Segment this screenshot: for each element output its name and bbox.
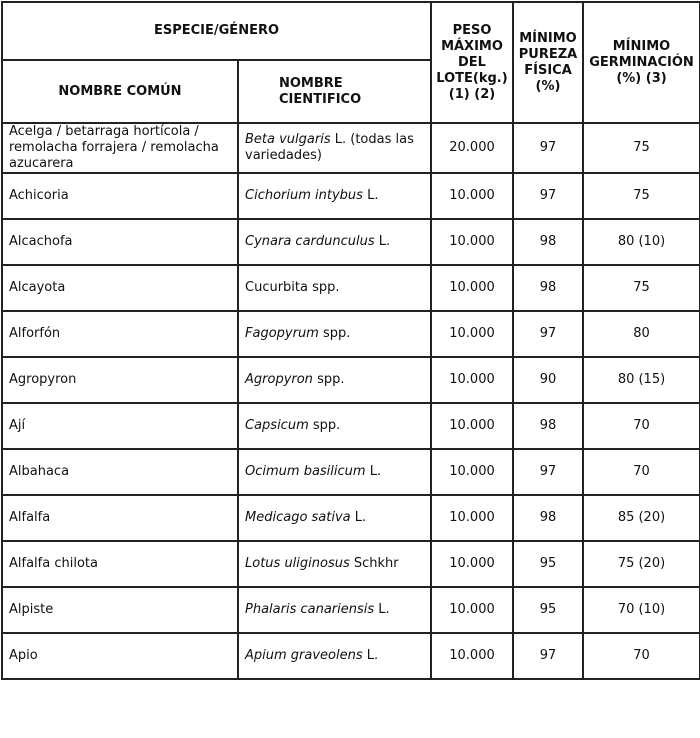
min-purity-cell: 90 [513,357,583,403]
min-purity-cell: 98 [513,265,583,311]
header-scientific-name: NOMBRE CIENTIFICO [238,60,431,123]
table-row [2,403,700,449]
min-purity-cell: 98 [513,495,583,541]
scientific-name-suffix: L. [365,464,382,479]
scientific-name-suffix: L. [350,510,367,525]
max-lot-weight-cell: 10.000 [431,357,513,403]
scientific-name-italic: Fagopyrum [245,326,319,341]
scientific-name-suffix: Cucurbita spp. [245,280,340,295]
common-name-cell: Achicoria [2,173,238,219]
scientific-name-suffix: L. [362,188,379,203]
min-germination-cell: 80 (10) [583,219,700,265]
min-purity-cell: 95 [513,541,583,587]
min-germination-cell: 70 [583,633,700,679]
table-row [2,123,700,173]
scientific-name-italic: Apium graveolens [245,648,363,663]
max-lot-weight-cell: 10.000 [431,495,513,541]
scientific-name-cell [238,265,431,311]
max-lot-weight-cell: 10.000 [431,173,513,219]
scientific-name-italic: Beta vulgaris [245,132,331,147]
scientific-name-cell [238,541,431,587]
scientific-name-cell [238,633,431,679]
header-min-purity: MÍNIMO PUREZA FÍSICA (%) [513,2,583,123]
common-name-cell: Alcachofa [2,219,238,265]
table-row [2,311,700,357]
scientific-name-cell [238,495,431,541]
common-name-cell: Ají [2,403,238,449]
min-germination-cell: 80 (15) [583,357,700,403]
scientific-name-italic: Lotus uliginosus [245,556,350,571]
scientific-name-italic: Cichorium intybus [245,188,363,203]
scientific-name-italic: Phalaris canariensis [245,602,375,617]
table-row [2,219,700,265]
header-species-genus: ESPECIE/GÉNERO [2,2,431,60]
min-germination-cell: 70 (10) [583,587,700,633]
max-lot-weight-cell: 10.000 [431,219,513,265]
max-lot-weight-cell: 10.000 [431,403,513,449]
min-purity-cell: 98 [513,403,583,449]
header-common-name: NOMBRE COMÚN [2,60,238,123]
common-name-cell: Alfalfa [2,495,238,541]
scientific-name-cell [238,173,431,219]
common-name-cell: Alforfón [2,311,238,357]
min-purity-cell: 97 [513,449,583,495]
header-min-germination: MÍNIMO GERMINACIÓN (%) (3) [583,2,700,123]
scientific-name-suffix: L. [374,602,390,617]
scientific-name-suffix: L. [362,648,379,663]
scientific-name-italic: Ocimum basilicum [245,464,366,479]
max-lot-weight-cell: 10.000 [431,311,513,357]
scientific-name-suffix: spp. [318,326,351,341]
scientific-name-suffix: L. [374,234,391,249]
max-lot-weight-cell: 10.000 [431,265,513,311]
min-germination-cell: 80 [583,311,700,357]
scientific-name-cell [238,123,431,173]
scientific-name-italic: Capsicum [245,418,309,433]
common-name-cell: Alcayota [2,265,238,311]
scientific-name-suffix: spp. [308,418,341,433]
table-row [2,449,700,495]
min-germination-cell: 75 [583,265,700,311]
common-name-cell: Albahaca [2,449,238,495]
table-row [2,633,700,679]
scientific-name-italic: Medicago sativa [245,510,351,525]
scientific-name-suffix: spp. [312,372,345,387]
scientific-name-cell [238,311,431,357]
common-name-cell: Alpiste [2,587,238,633]
max-lot-weight-cell: 20.000 [431,123,513,173]
common-name-cell: Agropyron [2,357,238,403]
scientific-name-cell [238,219,431,265]
min-purity-cell: 97 [513,311,583,357]
table-row [2,541,700,587]
header-max-lot-weight: PESO MÁXIMO DEL LOTE(kg.) (1) (2) [431,2,513,123]
min-purity-cell: 97 [513,633,583,679]
scientific-name-cell [238,587,431,633]
min-purity-cell: 97 [513,173,583,219]
scientific-name-suffix: Schkhr [349,556,399,571]
min-germination-cell: 70 [583,403,700,449]
table-row [2,495,700,541]
seed-standards-table [1,1,700,680]
scientific-name-cell [238,357,431,403]
min-purity-cell: 95 [513,587,583,633]
common-name-cell: Acelga / betarraga hortícola / remolacha forrajera / remolacha azucarera [2,123,238,173]
scientific-name-italic: Agropyron [245,372,313,387]
scientific-name-italic: Cynara cardunculus [245,234,375,249]
scientific-name-cell [238,403,431,449]
max-lot-weight-cell: 10.000 [431,587,513,633]
max-lot-weight-cell: 10.000 [431,541,513,587]
min-purity-cell: 98 [513,219,583,265]
min-germination-cell: 75 [583,173,700,219]
max-lot-weight-cell: 10.000 [431,449,513,495]
scientific-name-suffix: L. (todas las variedades) [245,132,418,163]
min-purity-cell: 97 [513,123,583,173]
table-row [2,173,700,219]
min-germination-cell: 70 [583,449,700,495]
scientific-name-cell [238,449,431,495]
common-name-cell: Alfalfa chilota [2,541,238,587]
table-row [2,357,700,403]
min-germination-cell: 75 (20) [583,541,700,587]
common-name-cell: Apio [2,633,238,679]
max-lot-weight-cell: 10.000 [431,633,513,679]
min-germination-cell: 85 (20) [583,495,700,541]
table-row [2,587,700,633]
table-row [2,265,700,311]
min-germination-cell: 75 [583,123,700,173]
